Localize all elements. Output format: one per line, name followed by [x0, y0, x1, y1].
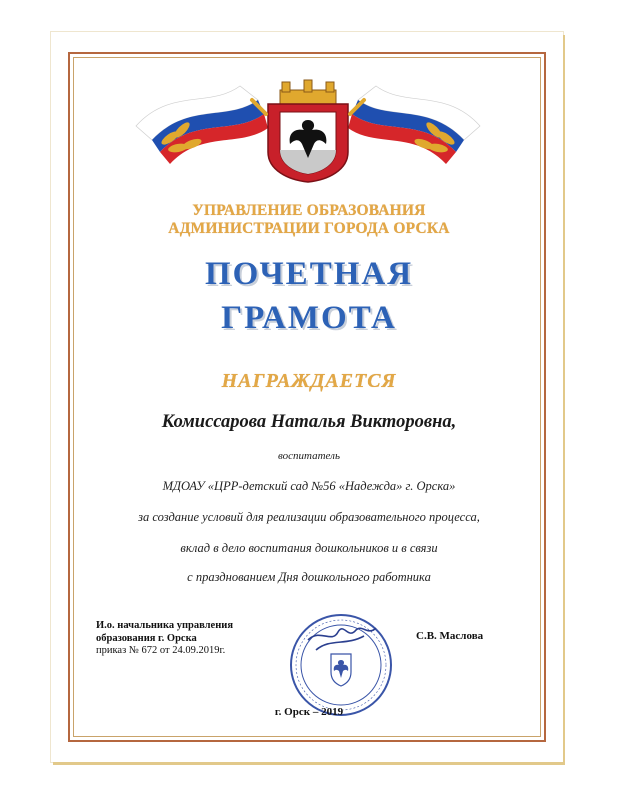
handwritten-signature-icon [308, 628, 376, 650]
title-line-2: ГРАМОТА [221, 300, 397, 336]
signatory-title-line-1: И.о. начальника управления [96, 620, 233, 631]
signatory-title-block [96, 620, 233, 658]
recipient-name: Комиссарова Наталья Викторовна, [161, 412, 457, 432]
department-line-2: АДМИНИСТРАЦИИ ГОРОДА ОРСКА [168, 220, 450, 237]
recipient-organization: МДОАУ «ЦРР-детский сад №56 «Надежда» г. Орска» [162, 479, 456, 493]
order-reference: приказ № 672 от 24.09.2019г. [96, 645, 226, 656]
round-seal-icon [286, 610, 396, 720]
award-reason-line-2: вклад в дело воспитания дошкольников и в связи [180, 541, 438, 555]
certificate-title [70, 252, 548, 340]
department-line-1: УПРАВЛЕНИЕ ОБРАЗОВАНИЯ [192, 202, 426, 219]
coat-of-arms-emblem [130, 78, 486, 184]
title-line-1: ПОЧЕТНАЯ [204, 256, 414, 292]
crown-icon [280, 80, 336, 104]
award-reason-line-3: с празднованием Дня дошкольного работника [187, 570, 431, 584]
place-and-year: г. Орск – 2019 [274, 706, 344, 718]
signatory-title-line-2: образования г. Орска [96, 632, 197, 644]
right-russian-flag-icon [348, 86, 480, 164]
signer-name: С.В. Маслова [416, 630, 484, 642]
award-reason-line-1: за создание условий для реализации образовательного процесса, [138, 510, 480, 524]
left-russian-flag-icon [136, 86, 268, 164]
department-name [70, 202, 548, 238]
award-label: НАГРАЖДАЕТСЯ [221, 370, 397, 392]
recipient-position: воспитатель [278, 450, 340, 462]
